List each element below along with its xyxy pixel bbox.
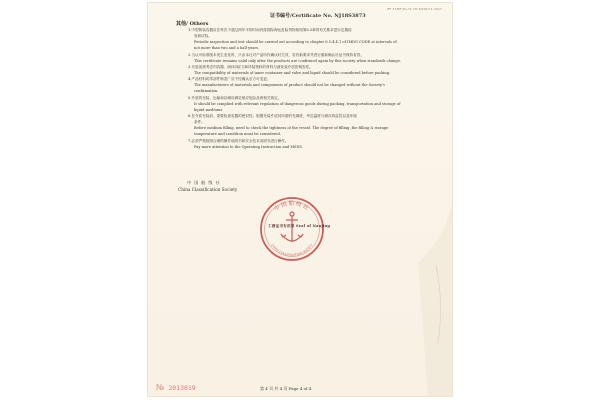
condition-line: 3.充装前需考虑内容器、阀体(阀门)和所装物料的材料与液化装介质的相容性。 xyxy=(188,64,313,69)
svg-text:CHINA CLASSIFICATION SOCIETY xyxy=(270,243,313,257)
condition-line: 条件。 xyxy=(194,120,205,125)
condition-line: 5.介质的充装、运输和存储应满足相应危险品的相关规定。 xyxy=(188,95,282,100)
condition-line: 4.产品材料或零部件制造厂应不经确认后方可变更。 xyxy=(188,77,271,82)
certificate-page xyxy=(148,3,452,396)
condition-line: Pay more attention to the Operating Instruction and MSDS. xyxy=(194,144,303,149)
society-name-english: China Classification Society xyxy=(178,187,238,192)
form-code: BF 37/BF No.7C CN 6/2017.1 2017 xyxy=(387,7,442,11)
official-seal-stamp xyxy=(259,196,325,262)
seal-ring-text-top: 中国船级社 xyxy=(273,201,311,213)
condition-line: 2.当认可标准版本发生变化时，只由本社对产品所作确认时生效，若有新要求并进行重新确认后证书保持有效。 xyxy=(188,52,364,57)
condition-line: 6.在介质充装前，需要检查容器的密封性。根据充装介质其所需的充填度，考虑温度与储存的监控以及环境 xyxy=(188,113,357,118)
serial-mark: № xyxy=(156,383,165,392)
condition-line: 1.中型散装容器应在每次不超过两年半的时间内按国际海运危险货物规则第6.5章的有关要求进行定期检 xyxy=(188,28,352,32)
section-heading-others: 其他/ Others xyxy=(176,21,209,27)
page-number: 第 4 页 共 4 页 Page 4 of 4 xyxy=(260,386,312,391)
condition-line: confirmation. xyxy=(194,89,219,94)
condition-line: Periodic inspection and test should be carried out according to chapter 6.5.4.4.1 of IMDG CODE at intervals of xyxy=(194,40,397,45)
condition-line: The compatibility of materials of inner container and valve and liquid should be considered before packing. xyxy=(194,70,391,75)
society-name-chinese: 中 国 船 级 社 xyxy=(187,180,221,185)
conditions-text xyxy=(188,27,438,150)
condition-line: The manufacturers of materials and components of product should not be changed without the Society's xyxy=(194,83,385,88)
seal-band-text: 工商证书专用章 Seal of Nanjing xyxy=(268,224,331,228)
condition-line: 验和试验。 xyxy=(194,34,212,39)
condition-line: liquid mediums. xyxy=(194,107,224,112)
certificate-number: 证书编号/Certificate No. NJ18S3873 xyxy=(270,13,366,19)
condition-line: not more than two and a half years. xyxy=(194,46,260,51)
condition-line: It should be complied with relevant regulation of dangerous goods during packing, transportation and storage of xyxy=(194,101,401,106)
serial-number-value: 2013019 xyxy=(168,384,196,392)
condition-line: 7.必须严格按照合理的操作说明书和安全技术说明书进行操作。 xyxy=(188,138,289,143)
condition-line: temperature and condition must be considered. xyxy=(194,132,281,137)
serial-number xyxy=(156,383,196,392)
condition-line: Before medium filling, need to check the tightness of the vessel. The degree of filling ,the filling & storage xyxy=(194,126,389,131)
seal-ring-text-bottom: CHINA CLASSIFICATION SOCIETY xyxy=(270,243,314,258)
condition-line: This certificate remains valid only after the products are confirmed again by this society when standards change. xyxy=(194,58,402,63)
